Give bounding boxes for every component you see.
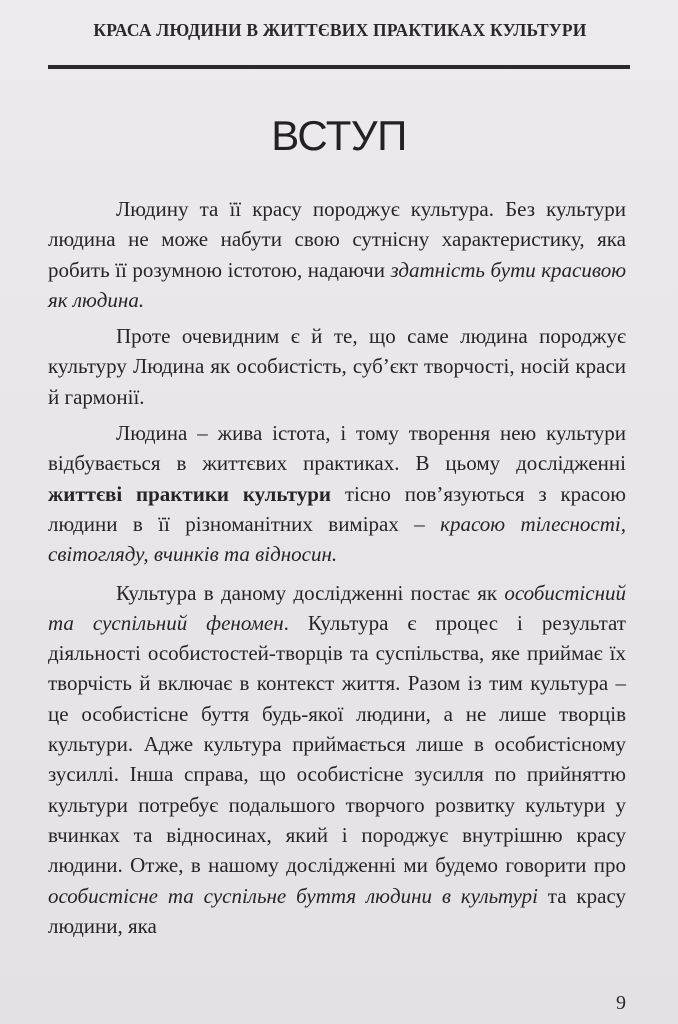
paragraph-4-text-3: та красу людини, яка [48, 883, 626, 938]
header-rule [48, 65, 630, 69]
paragraph-3-italic: красою тілесності, світогляду, вчинків та відносин. [48, 511, 626, 567]
paragraph-4-italic: особистісний та суспільний феномен [48, 580, 626, 635]
paragraph-3-text-2: тісно пов’язуються з красою людини в її різноманітних вимірах – [48, 481, 626, 536]
paragraph-2 [48, 321, 626, 412]
chapter-title: ВСТУП [271, 112, 407, 159]
paragraph-1-italic: здатність бути красивою як людина. [48, 257, 627, 312]
paragraph-1 [48, 194, 626, 315]
paragraph-4 [48, 578, 626, 942]
paragraph-4-text-2: . Культура є процес і результат діяльності особистостей-творців та суспільства, яке приймає їх творчість й включає в контекст життя. Разом із тим культура – це особистісне буття будь-якої людини, а не лише творців культури. Адже культура приймається лише в особистісному зусиллі. Інша справа, що особистісне зусилля по прийняттю культури потребує подальшого творчого розвитку культури у вчинках та відносинах, який і породжує внутрішню красу людини. Отже, в нашому дослідженні ми будемо говорити про [48, 610, 626, 878]
paragraph-1-text: Людину та її красу породжує культура. Без культури людина не може набути свою сутнісну характеристику, яка робить її розумною істотою, надаючи [48, 197, 626, 282]
paragraph-4-italic-2: особистісне та суспільне буття людини в культурі [48, 883, 538, 908]
paragraph-3-bold: життєві практики культури [48, 481, 332, 506]
page-number: 9 [616, 992, 626, 1014]
paragraph-4-text: Культура в даному дослідженні постає як [116, 580, 505, 605]
paragraph-3 [48, 418, 626, 569]
body-text [48, 194, 626, 949]
paragraph-3-text: Людина – жива істота, і тому творення нею культури відбувається в життєвих практиках. В цьому дослідженні [48, 421, 626, 476]
running-head: КРАСА ЛЮДИНИ В ЖИТТЄВИХ ПРАКТИКАХ КУЛЬТУРИ [93, 20, 587, 40]
paragraph-2-text: Проте очевидним є й те, що саме людина породжує культуру Людина як особистість, суб’єкт творчості, носій краси й гармонії. [48, 324, 626, 409]
